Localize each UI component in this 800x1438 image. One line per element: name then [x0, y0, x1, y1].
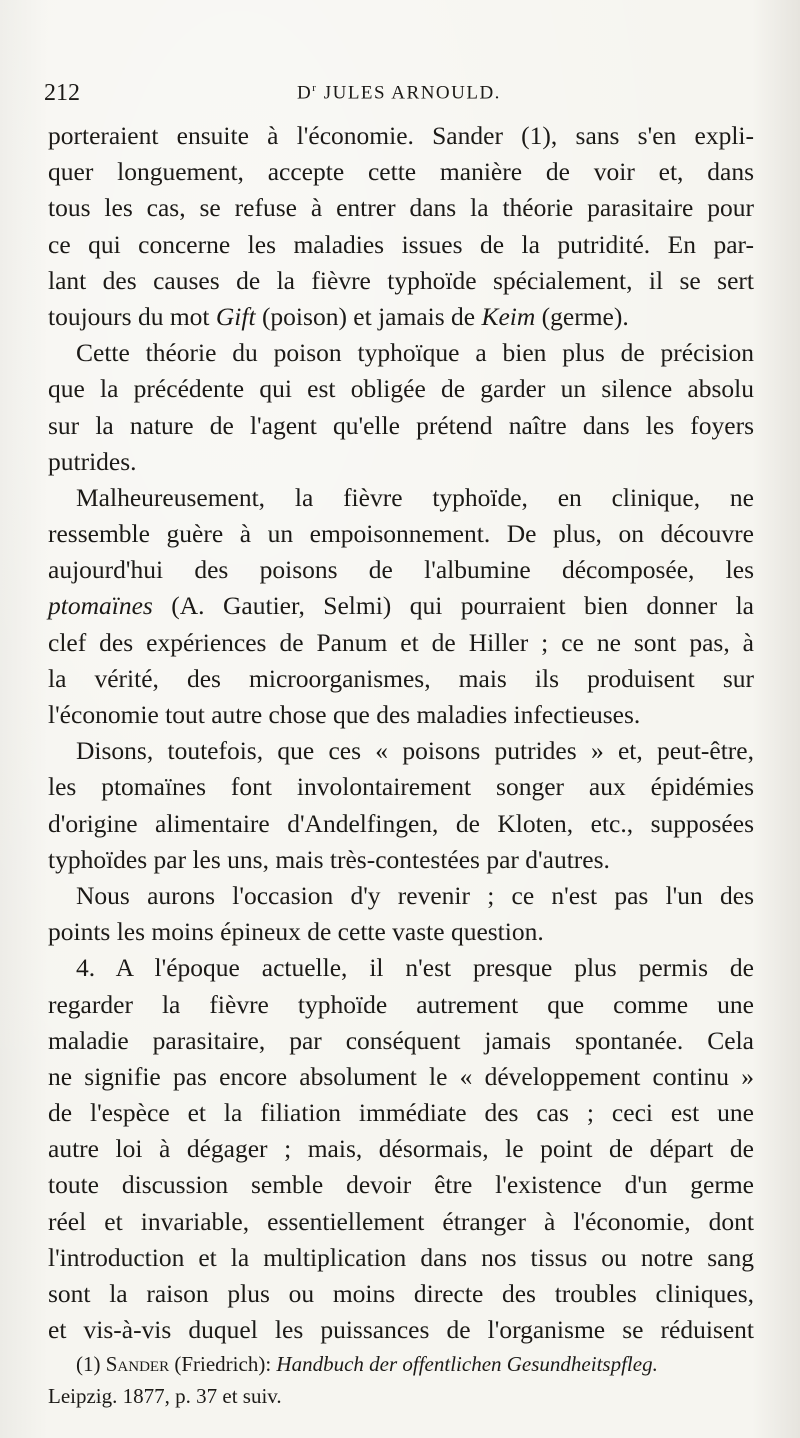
- text-line: [48, 335, 754, 371]
- text-line: [48, 842, 754, 878]
- italic-term: Keim: [481, 301, 536, 331]
- italic-term: Gift: [215, 301, 256, 331]
- footnote: [48, 1348, 754, 1412]
- text-run: Malheureusement, la fièvre typhoïde, en clinique, ne: [76, 482, 754, 512]
- text-run: porteraient ensuite à l'économie. Sander (1), sans s'en expli-: [48, 121, 754, 150]
- text-run: ressemble guère à un empoisonnement. De plus, on découvre: [48, 519, 754, 549]
- text-run: ne signifie pas encore absolument le « développement continu »: [48, 1061, 754, 1091]
- text-run: l'économie tout autre chose que des maladies infectieuses.: [48, 700, 641, 729]
- text-line: [48, 263, 754, 299]
- text-line: [48, 625, 754, 661]
- text-line: [48, 806, 754, 842]
- text-run: (A. Gautier, Selmi) qui pourraient bien donner la: [152, 591, 754, 621]
- text-line: [48, 408, 754, 444]
- text-run: aujourd'hui des poisons de l'albumine décomposée, les: [48, 555, 754, 585]
- text-run: maladie parasitaire, par conséquent jamais spontanée. Cela: [48, 1025, 754, 1055]
- text-run: les ptomaïnes font involontairement songer aux épidémies: [48, 772, 754, 802]
- text-run: ce qui concerne les maladies issues de la putridité. En par-: [48, 229, 754, 259]
- running-head-title: [44, 82, 754, 104]
- text-line: [48, 1131, 754, 1167]
- text-run: toute discussion semble devoir être l'existence d'un germe: [48, 1170, 754, 1200]
- text-line: [48, 1167, 754, 1203]
- text-line: [48, 1312, 754, 1348]
- text-run: regarder la fièvre typhoïde autrement que comme une: [48, 989, 754, 1019]
- running-head: [44, 80, 754, 114]
- text-run: de l'espèce et la filiation immédiate des cas ; ceci est une: [48, 1098, 754, 1128]
- text-line: [48, 1059, 754, 1095]
- text-run: clef des expériences de Panum et de Hiller ; ce ne sont pas, à: [48, 627, 754, 657]
- text-run: d'origine alimentaire d'Andelfingen, de Kloten, etc., supposées: [48, 808, 754, 838]
- author-prefix: D: [297, 82, 313, 104]
- text-line: [48, 769, 754, 805]
- text-line: [48, 878, 754, 914]
- text-line: [48, 480, 754, 516]
- footnote-author: Sander: [105, 1352, 170, 1376]
- text-line: [48, 1095, 754, 1131]
- text-line: [48, 227, 754, 263]
- text-run: la vérité, des microorganismes, mais ils produisent sur: [48, 663, 754, 693]
- text-run: points les moins épineux de cette vaste question.: [48, 917, 544, 947]
- text-run: Disons, toutefois, que ces « poisons putrides » et, peut-être,: [76, 736, 754, 766]
- text-run: typhoïdes par les uns, mais très-contestées par d'autres.: [48, 844, 610, 874]
- footnote-line-1: [48, 1348, 754, 1380]
- text-run: et vis-à-vis duquel les puissances de l'organisme se réduisent: [48, 1315, 754, 1345]
- text-run: quer longuement, accepte cette manière de voir et, dans: [48, 157, 754, 187]
- text-run: autre loi à dégager ; mais, désormais, le point de départ de: [48, 1134, 754, 1164]
- text-run: réel et invariable, essentiellement étranger à l'économie, dont: [48, 1206, 754, 1236]
- text-run: Cette théorie du poison typhoïque a bien plus de précision: [76, 338, 754, 368]
- text-run: Nous aurons l'occasion d'y revenir ; ce n'est pas l'un des: [76, 880, 754, 910]
- text-line: [48, 733, 754, 769]
- text-line: [48, 588, 754, 624]
- text-run: (germe).: [535, 301, 629, 331]
- text-line: [48, 444, 754, 480]
- page-number: 212: [44, 80, 80, 106]
- text-line: [48, 299, 754, 335]
- text-line: [48, 987, 754, 1023]
- body-text: [48, 118, 754, 1348]
- text-run: sur la nature de l'agent qu'elle prétend naître dans les foyers: [48, 410, 754, 440]
- text-run: 4. A l'époque actuelle, il n'est presque plus permis de: [76, 953, 754, 983]
- text-run: putrides.: [48, 446, 137, 476]
- text-line: [48, 552, 754, 588]
- text-run: sont la raison plus ou moins directe des troubles cliniques,: [48, 1279, 754, 1308]
- text-line: [48, 1240, 754, 1276]
- footnote-author-detail: (Friedrich):: [169, 1352, 277, 1376]
- footnote-title: Handbuch der offentlichen Gesundheitspfleg.: [276, 1352, 658, 1376]
- text-line: [48, 697, 754, 733]
- text-run: l'introduction et la multiplication dans nos tissus ou notre sang: [48, 1242, 754, 1272]
- text-line: [48, 516, 754, 552]
- text-line: [48, 118, 754, 154]
- italic-term: ptomaïnes: [48, 591, 153, 621]
- footnote-line-2: Leipzig. 1877, p. 37 et suiv.: [48, 1384, 282, 1408]
- text-line: [48, 371, 754, 407]
- text-run: tous les cas, se refuse à entrer dans la théorie parasitaire pour: [48, 193, 754, 223]
- text-line: [48, 1204, 754, 1240]
- author-name: JULES ARNOULD.: [323, 82, 501, 104]
- text-line: [48, 1276, 754, 1312]
- text-run: que la précédente qui est obligée de garder un silence absolu: [48, 374, 754, 404]
- text-line: [48, 190, 754, 226]
- text-line: [48, 914, 754, 950]
- text-line: [48, 154, 754, 190]
- author-prefix-superscript: r: [312, 82, 318, 94]
- footnote-marker: (1): [76, 1352, 106, 1376]
- text-line: [48, 1023, 754, 1059]
- text-line: [48, 661, 754, 697]
- text-run: toujours du mot: [48, 301, 216, 331]
- text-run: lant des causes de la fièvre typhoïde spécialement, il se sert: [48, 265, 754, 295]
- text-line: [48, 950, 754, 986]
- text-run: (poison) et jamais de: [255, 301, 482, 331]
